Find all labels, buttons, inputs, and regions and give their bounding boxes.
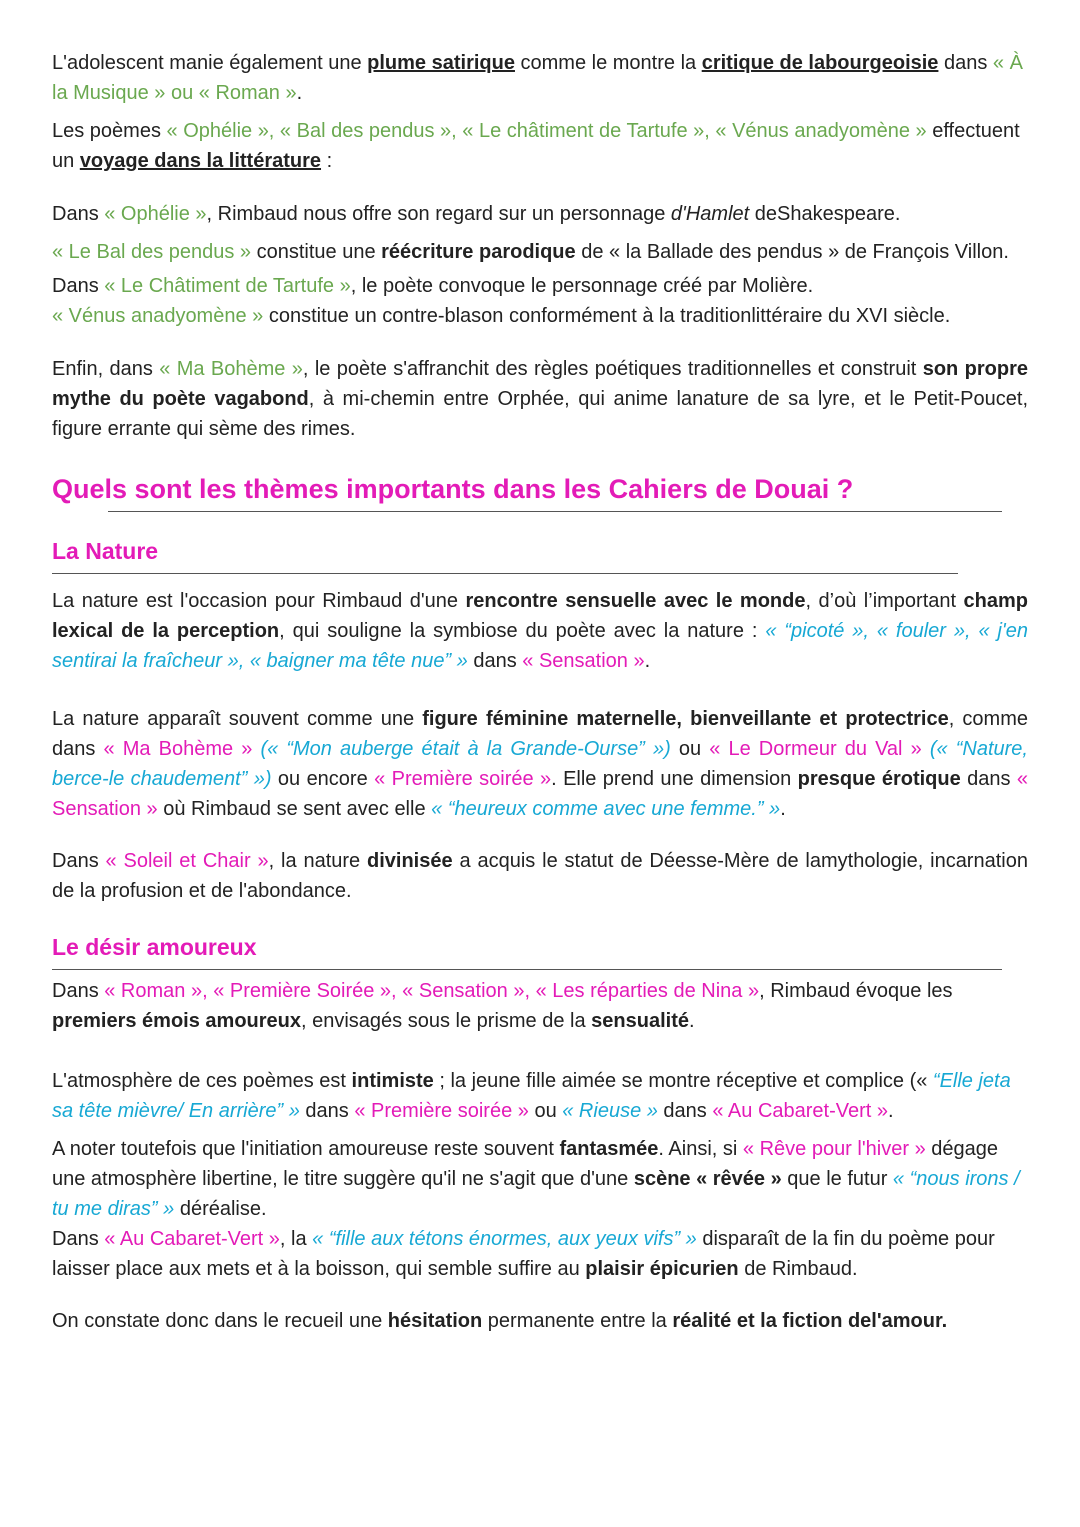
poem-title: « Rêve pour l'hiver » [742, 1138, 926, 1160]
keyword: scène « rêvée » [633, 1168, 782, 1190]
quotation: « “fille aux tétons énormes, aux yeux vifs” » [312, 1228, 697, 1250]
text: . Elle prend une dimension [551, 768, 798, 790]
text: ou encore [271, 768, 375, 790]
paragraph-literature [52, 116, 1028, 176]
poem-title: « Première soirée » [374, 768, 552, 790]
text: : [321, 150, 333, 172]
text: , Rimbaud nous offre son regard sur un personnage [206, 203, 671, 225]
paragraph-satire [52, 48, 1028, 108]
text: , envisagés sous le prisme de la [301, 1010, 592, 1032]
poem-title: « Vénus anadyomène » [52, 305, 264, 327]
text: dans [960, 768, 1017, 790]
quotation: « “heureux comme avec une femme.” » [431, 798, 781, 820]
paragraph-venus [52, 301, 1028, 331]
text: , comme dans [52, 708, 1028, 760]
subsection-rule [52, 573, 958, 574]
text: L'adolescent manie également une [52, 52, 368, 74]
keyword-voyage: voyage dans la littérature [79, 150, 322, 172]
text: dans [938, 52, 993, 74]
keyword: réalité et la fiction del'amour. [672, 1310, 948, 1332]
poem-title: « Au Cabaret-Vert » [104, 1228, 280, 1250]
text: dans [467, 650, 523, 672]
text: dans [657, 1100, 713, 1122]
text: déréalise. [174, 1198, 267, 1220]
poem-titles: « Ophélie », « Bal des pendus », « Le châtiment de Tartufe », « Vénus anadyomène » [166, 120, 927, 142]
paragraph-nature-feminine [52, 704, 1028, 824]
text: A noter toutefois que l'initiation amoureuse reste souvent [52, 1138, 560, 1160]
text: La nature apparaît souvent comme une [52, 708, 423, 730]
quotation: (« “Mon auberge était à la Grande-Ourse” ») [252, 738, 671, 760]
text: où Rimbaud se sent avec elle [157, 798, 432, 820]
keyword: son propre mythe du poète vagabond [52, 358, 1028, 410]
text: ; la jeune fille aimée se montre réceptive et complice (« [433, 1070, 933, 1092]
poem-title: « Sensation » [522, 650, 645, 672]
text: . [888, 1100, 894, 1122]
poem-title: « Ma Bohème » [103, 738, 253, 760]
text: Dans [52, 980, 105, 1002]
text: Dans [52, 1228, 105, 1250]
text: ou [528, 1100, 563, 1122]
paragraph-tartufe [52, 271, 1028, 301]
quotation: « “nous irons / tu me diras” » [52, 1168, 1020, 1220]
paragraph-nature-divinisee [52, 846, 1028, 906]
keyword-critique: critique de labourgeoisie [701, 52, 939, 74]
keyword: rencontre sensuelle avec le monde [465, 590, 806, 612]
paragraph-bal-des-pendus [52, 237, 1028, 267]
text: permanente entre la [482, 1310, 673, 1332]
poem-title: « Ophélie » [104, 203, 207, 225]
text: , d’où l’important [805, 590, 964, 612]
keyword: figure féminine maternelle, bienveillante et protectrice [422, 708, 949, 730]
text: a acquis le statut de Déesse-Mère de lamythologie, incarnation de la profusion et de l'abondance. [52, 850, 1028, 902]
poem-title: « Sensation » [52, 768, 1028, 820]
text: , la nature [268, 850, 368, 872]
keyword: divinisée [367, 850, 453, 872]
text: , le poète convoque le personnage créé par Molière. [350, 275, 814, 297]
quotation: « Rieuse » [562, 1100, 658, 1122]
text: dans [299, 1100, 355, 1122]
keyword: premiers émois amoureux [52, 1010, 301, 1032]
paragraph-ophelie [52, 199, 1028, 229]
text: . [296, 82, 303, 104]
poem-title: « Soleil et Chair » [105, 850, 269, 872]
keyword: presque érotique [797, 768, 961, 790]
quotation: « “picoté », « fouler », « j'en sentirai la fraîcheur », « baigner ma tête nue” » [52, 620, 1028, 672]
subsection-title-nature: La Nature [52, 538, 159, 564]
text: constitue une [251, 241, 382, 263]
text: . [688, 1010, 695, 1032]
poem-title: « Le Bal des pendus » [52, 241, 252, 263]
text: , la [279, 1228, 313, 1250]
text: , qui souligne la symbiose du poète avec la nature : [279, 620, 766, 642]
text: disparaît de la fin du poème pour laisser place aux mets et à la boisson, qui semble suffire au [52, 1228, 995, 1280]
poem-title: « Le Dormeur du Val » [709, 738, 922, 760]
paragraph-boheme [52, 354, 1028, 444]
paragraph-conclusion [52, 1306, 1028, 1336]
keyword: fantasmée [559, 1138, 659, 1160]
text: dégage une atmosphère libertine, le titre suggère qu'il ne s'agit que d'une [52, 1138, 998, 1190]
text: , Rimbaud évoque les [759, 980, 953, 1002]
poem-title: « Le Châtiment de Tartufe » [104, 275, 351, 297]
text: On constate donc dans le recueil une [52, 1310, 388, 1332]
keyword: réécriture parodique [381, 241, 576, 263]
poem-titles: « À la Musique » ou « Roman » [52, 52, 1023, 104]
text: que le futur [781, 1168, 893, 1190]
text: , le poète s'affranchit des règles poétiques traditionnelles et construit [302, 358, 923, 380]
paragraph-fantasmee [52, 1134, 1028, 1224]
document-page [52, 48, 1028, 1336]
text: La nature est l'occasion pour Rimbaud d'une [52, 590, 466, 612]
poem-title: « Au Cabaret-Vert » [712, 1100, 889, 1122]
keyword: hésitation [387, 1310, 483, 1332]
paragraph-intimiste [52, 1066, 1028, 1126]
section-rule [108, 511, 1002, 512]
paragraph-nature-sensuelle [52, 586, 1028, 676]
keyword: intimiste [351, 1070, 434, 1092]
section-title: Quels sont les thèmes importants dans les Cahiers de Douai ? [52, 474, 854, 504]
paragraph-cabaret-vert [52, 1224, 1028, 1284]
text: L'atmosphère de ces poèmes est [52, 1070, 352, 1092]
text: Enfin, dans [52, 358, 160, 380]
paragraph-emois [52, 976, 1028, 1036]
keyword: champ lexical de la perception [52, 590, 1028, 642]
work-title: d'Hamlet [670, 203, 750, 225]
subsection-rule [52, 969, 1002, 970]
text: Les poèmes [52, 120, 167, 142]
text: . [780, 798, 786, 820]
keyword: sensualité [591, 1010, 689, 1032]
poem-titles: « Roman », « Première Soirée », « Sensation », « Les réparties de Nina » [104, 980, 760, 1002]
quotation: “Elle jeta sa tête mièvre/ En arrière” » [52, 1070, 1011, 1122]
text: Dans [52, 275, 105, 297]
text: constitue un contre-blason conformément à la traditionlittéraire du XVI siècle. [263, 305, 951, 327]
keyword-plume-satirique: plume satirique [367, 52, 515, 74]
poem-title: « Première soirée » [354, 1100, 529, 1122]
text: , à mi-chemin entre Orphée, qui anime lanature de sa lyre, et le Petit-Poucet, figure errante qui sème des rimes. [52, 388, 1028, 440]
text: . [644, 650, 651, 672]
text: . Ainsi, si [658, 1138, 743, 1160]
text: Dans [52, 203, 105, 225]
text: deShakespeare. [749, 203, 901, 225]
text: de Rimbaud. [738, 1258, 858, 1280]
text: Dans [52, 850, 106, 872]
keyword: plaisir épicurien [585, 1258, 739, 1280]
quotation: (« “Nature, berce-le chaudement” ») [52, 738, 1028, 790]
text: comme le montre la [514, 52, 702, 74]
subsection-title-desire: Le désir amoureux [52, 934, 257, 960]
text: ou [670, 738, 710, 760]
text: effectuent un [52, 120, 1020, 172]
poem-title: « Ma Bohème » [159, 358, 303, 380]
text: de « la Ballade des pendus » de François Villon. [575, 241, 1009, 263]
